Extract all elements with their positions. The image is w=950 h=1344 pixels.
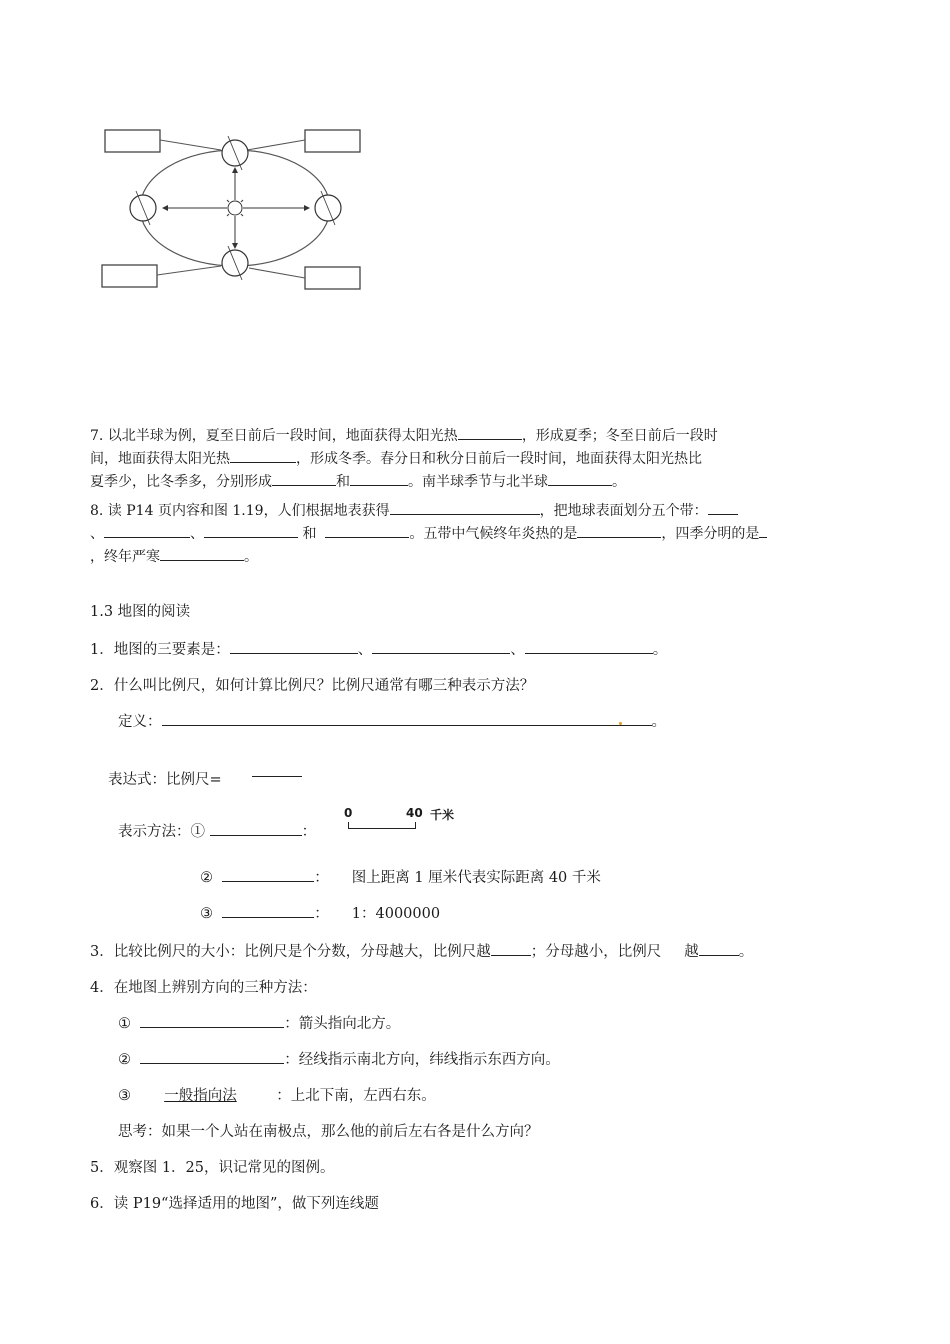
think-question: 思考：如果一个人站在南极点，那么他的前后左右各是什么方向？ [118,1124,539,1140]
q8-text-4: 、 [190,526,204,542]
direction-1-text: ：箭头指向北方。 [284,1016,401,1032]
method-2-blank[interactable] [222,867,314,882]
scale-bar [348,822,416,829]
method-3-row [200,902,440,923]
q8-blank-zone-4[interactable] [325,523,409,538]
item-1-blank-b[interactable] [372,639,510,654]
method-2-text: 图上距离 1 厘米代表实际距离 40 千米 [351,870,601,886]
method-1-label: 表示方法：① [118,824,205,840]
q8-text-7: ，四季分明的是 [661,526,760,542]
q7-text-6: 和 [336,474,350,490]
q7-text-5: 夏季少，比冬季多，分别形成 [90,474,272,490]
item-3 [90,940,753,961]
item-2: 2．什么叫比例尺，如何计算比例尺？比例尺通常有哪三种表示方法？ [90,678,535,694]
direction-3-text: ：上北下南，左西右东。 [276,1088,436,1104]
earth-orbit-diagram [95,120,380,295]
q8-blank-zone-1[interactable] [708,500,738,515]
direction-1-blank[interactable] [140,1013,284,1028]
section-title: 1.3 地图的阅读 [90,604,191,620]
q7-text-3: 间，地面获得太阳光热 [90,451,230,467]
q8-blank-hot[interactable] [577,523,661,538]
direction-3-answer: 一般指向法 [164,1088,237,1104]
definition-label: 定义： [118,714,162,730]
q7-text-7: 。南半球季节与北半球 [408,474,548,490]
item-1-end: 。 [652,642,668,658]
method-3-text: 1：4000000 [351,906,441,922]
method-2-colon: ： [314,870,329,886]
q7-blank-winter[interactable] [230,448,296,463]
q7-blank-autumn[interactable] [350,471,408,486]
method-3-colon: ： [314,906,329,922]
q7-text-1: 7. 以北半球为例，夏至日前后一段时间，地面获得太阳光热 [90,428,458,444]
direction-3-label: ③ [118,1088,131,1104]
method-3-label: ③ [200,906,213,922]
expression-label: 表达式：比例尺= [108,772,222,788]
q8-text-2: ，把地球表面划分五个带： [539,503,708,519]
method-2-row [200,866,601,887]
method-2-label: ② [200,870,213,886]
method-1-row [118,820,316,841]
q8-text-5: 和 [302,526,317,542]
item-1-label: 1．地图的三要素是： [90,642,230,658]
q7-text-8: 。 [612,474,626,490]
item-1-sep-1: 、 [357,642,373,658]
q7-blank-spring[interactable] [272,471,336,486]
item-4: 4．在地图上辨别方向的三种方法： [90,980,317,996]
label-box-top-left[interactable] [105,130,160,152]
definition-blank[interactable] [162,711,620,726]
item-3-blank-a[interactable] [491,941,531,956]
q8-blank-zone-2[interactable] [104,523,190,538]
q8-text-6: 。五带中气候终年炎热的是 [409,526,578,542]
fraction-bar[interactable] [252,776,302,777]
definition-end: 。 [651,714,666,730]
label-box-top-right[interactable] [305,130,360,152]
question-8 [90,500,840,569]
question-7 [90,425,840,494]
q7-blank-summer[interactable] [458,425,522,440]
direction-1-row [118,1012,400,1033]
item-3-yue: 越 [684,944,699,960]
item-3-end: 。 [738,944,754,960]
label-box-bottom-right[interactable] [305,267,360,289]
direction-3-row [118,1084,436,1105]
q8-blank-zone-3[interactable] [204,523,298,538]
method-1-colon: ： [301,824,317,840]
q8-text-1: 8. 读 P14 页内容和图 1.19，人们根据地表获得 [90,503,390,519]
item-5: 5．观察图 1．25，识记常见的图例。 [90,1160,335,1176]
q8-blank-four-seasons[interactable] [759,523,767,538]
stray-mark [619,722,622,725]
scale-forty-label: 40 [406,806,423,820]
direction-2-text: ：经线指示南北方向，纬线指示东西方向。 [284,1052,560,1068]
q7-blank-opposite[interactable] [548,471,612,486]
definition-blank-tail[interactable] [620,711,652,726]
item-1 [90,638,667,659]
method-3-blank[interactable] [222,903,314,918]
definition-row [118,710,666,731]
item-1-blank-a[interactable] [230,639,358,654]
item-1-blank-c[interactable] [525,639,653,654]
direction-2-blank[interactable] [140,1049,284,1064]
direction-2-label: ② [118,1052,131,1068]
expression-row [108,768,222,789]
q8-blank-basis[interactable] [390,500,540,515]
q8-text-3: 、 [90,526,104,542]
method-1-blank[interactable] [210,821,302,836]
q8-text-8: ，终年严寒 [90,549,160,565]
item-3-blank-b[interactable] [699,941,739,956]
q8-text-9: 。 [244,549,258,565]
q8-blank-cold[interactable] [160,546,244,561]
q7-text-4: ，形成冬季。春分日和秋分日前后一段时间，地面获得太阳光热比 [296,451,702,467]
scale-zero-label: 0 [344,806,353,820]
line-scale-graphic [344,806,474,836]
scale-unit-label: 千米 [430,808,455,822]
item-3-text: 3．比较比例尺的大小：比例尺是个分数，分母越大，比例尺越 [90,944,491,960]
direction-2-row [118,1048,560,1069]
item-3-mid: ；分母越小，比例尺 [530,944,662,960]
q7-text-2: ，形成夏季；冬至日前后一段时 [521,428,718,444]
item-1-sep-2: 、 [510,642,525,658]
label-box-bottom-left[interactable] [102,265,157,287]
item-6: 6．读 P19“选择适用的地图”，做下列连线题 [90,1196,379,1212]
direction-1-label: ① [118,1016,131,1032]
